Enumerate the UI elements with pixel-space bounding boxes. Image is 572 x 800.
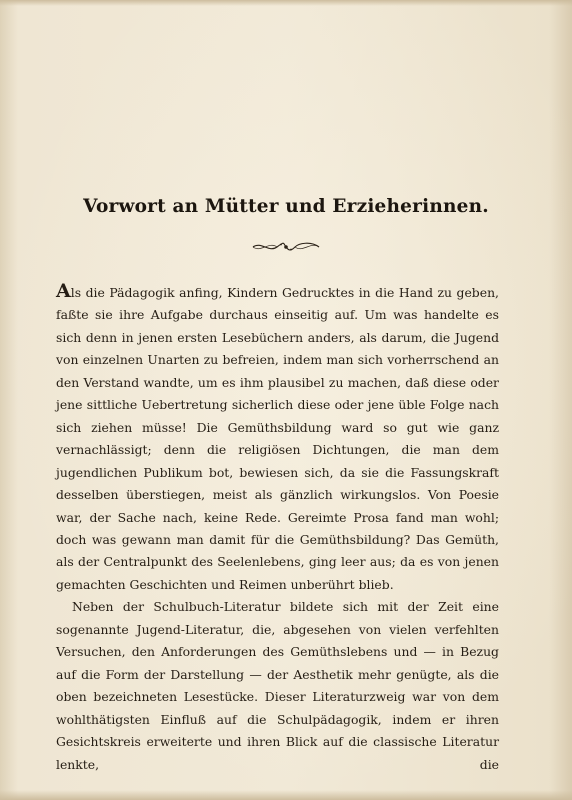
page-title: Vorwort an Mütter und Erzieherinnen. [83, 196, 489, 217]
initial-letter: A [56, 280, 71, 302]
page-bottom-edge-shadow [0, 790, 572, 800]
page-top-edge-shadow [0, 0, 572, 6]
paragraph-1 [56, 282, 499, 596]
flourish-ornament-icon [251, 240, 321, 254]
preface-body [56, 282, 499, 776]
paragraph-1-text: ls die Pädagogik anfing, Kindern Gedrucktes in die Hand zu geben, faßte sie ihre Aufgabe durchaus einseitig auf. Um was handelte es sich denn in jenen ersten Lesebüchern anders, als darum, die Jugend von einzelnen Unarten zu befreien, indem man sich vorherrschend an den Verstand wandte, um es ihm plausibel zu machen, daß diese oder jene sittliche Uebertretung sicherlich diese oder jene üble Folge nach sich ziehen müsse! Die Gemüthsbildung ward so gut wie ganz vernachlässigt; denn die religiösen Dichtungen, die man dem jugendlichen Publikum bot, bewiesen sich, da sie die Fassungskraft desselben überstiegen, meist als gänzlich wirkungslos. Von Poesie war, der Sache nach, keine Rede. Gereimte Prosa fand man wohl; doch was gewann man damit für die Gemüthsbildung? Das Gemüth, als der Centralpunkt des Seelenlebens, ging leer aus; da es von jenen gemachten Geschichten und Reimen unberührt blieb. [56, 285, 499, 592]
paragraph-2: Neben der Schulbuch-Literatur bildete sich mit der Zeit eine sogenannte Jugend-Literatur, die, abgesehen von vielen verfehlten Versuchen, den Anforderungen des Gemüthslebens und — in Bezug auf die Form der Darstellung — der Aesthetik mehr genügte, als die oben bezeichneten Lesestücke. Dieser Literaturzweig war von dem wohlthätigsten Einfluß auf die Schulpädagogik, indem er ihren Gesichtskreis erweiterte und ihren Blick auf die classische Literatur lenkte, die [56, 599, 499, 772]
